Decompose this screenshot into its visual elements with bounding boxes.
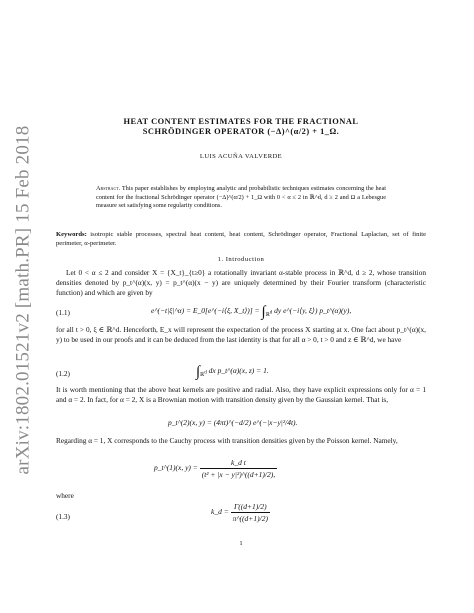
- integral-sign: ∫: [261, 304, 266, 320]
- cauchy-kernel-equation: [154, 458, 277, 479]
- equation-number-1-1: (1.1): [56, 308, 70, 317]
- equation-1-3: [211, 502, 270, 523]
- equation-1-3-fraction: [231, 502, 270, 523]
- abstract-label: Abstract.: [96, 185, 121, 192]
- cauchy-fraction: [200, 458, 277, 479]
- abstract-block: [96, 185, 386, 211]
- equation-1-3-lhs: k_d =: [211, 507, 229, 517]
- equation-1-2-body: dx p_t^(α)(x, z) = 1.: [208, 366, 269, 375]
- page-number: 1: [239, 540, 243, 547]
- arxiv-identifier-text: arXiv:1802.01521v2 [math.PR] 15 Feb 2018: [12, 125, 33, 475]
- section-heading-introduction: 1. Introduction: [217, 256, 265, 263]
- keywords-text: isotropic stable processes, spectral heat content, heat content, Schrödinger operator, Fractional Laplacian, set of finite perimeter, α-perimeter.: [56, 231, 426, 247]
- arxiv-identifier-stamp: [6, 20, 40, 580]
- equation-number-1-3: (1.3): [56, 512, 70, 521]
- keywords-block: [56, 230, 426, 248]
- gaussian-kernel-equation: p_t^(2)(x, y) = (4πt)^(−d/2) e^(−|x−y|²/4t).: [168, 418, 298, 427]
- cauchy-denominator: (t² + |x − y|²)^((d+1)/2),: [201, 470, 276, 479]
- equation-1-1-rhs: dy e^(−i⟨y, ξ⟩) p_t^(α)(y),: [274, 306, 352, 315]
- equation-number-1-2: (1.2): [56, 369, 70, 378]
- author-name: LUIS ACUÑA VALVERDE: [199, 153, 283, 160]
- equation-1-1: e^(−t|ξ|^α) = E_0[e^(−i⟨ξ, X_t⟩)] = $\int_{ℝ^d}$ dy e^(−i⟨y, ξ⟩) p_t^(α)(y),: [151, 304, 352, 320]
- equation-1-1-lhs: e^(−t|ξ|^α) = E_0[e^(−i⟨ξ, X_t⟩)] =: [151, 306, 260, 315]
- cauchy-lhs: p_t^(1)(x, y) =: [154, 463, 198, 473]
- paper-page: [56, 0, 426, 613]
- equation-1-2: $\int_{ℝ^d}$ dx p_t^(α)(x, z) = 1.: [196, 364, 269, 380]
- paper-title-line-1: HEAT CONTENT ESTIMATES FOR THE FRACTIONAL: [123, 117, 359, 126]
- integral-sign: ∫: [196, 364, 201, 380]
- cauchy-numerator: k_d t: [200, 458, 277, 469]
- keywords-label: Keywords:: [56, 231, 87, 238]
- intro-paragraph-2: for all t > 0, ξ ∈ ℝ^d. Henceforth, E_x will represent the expectation of the process X starting at x. One fact about p_t^(α)(x, y) to be used in our proofs and it can be deduced from the last identity is that for all α > 0, t > 0 and z ∈ ℝ^d, we have: [56, 325, 426, 345]
- intro-paragraph-4: Regarding α = 1, X corresponds to the Cauchy process with transition densities given by the Poisson kernel. Namely,: [56, 436, 398, 445]
- paper-title-line-2: SCHRÖDINGER OPERATOR (−Δ)^(α/2) + 1_Ω.: [142, 127, 340, 136]
- abstract-text: This paper establishes by employing analytic and probabilistic techniques estimates concerning the heat content for the fractional Schrödinger operator (−Δ)^(α/2) + 1_Ω with 0 < α ≤ 2 in ℝ^d, d ≥ 2 and Ω a Lebesgue measure set satisfying some regularity conditions.: [96, 185, 386, 210]
- equation-1-3-numerator: Γ((d+1)/2): [231, 502, 270, 513]
- intro-paragraph-5: where: [56, 491, 74, 500]
- intro-paragraph-1: Let 0 < α ≤ 2 and consider X = {X_t}_{t≥0} a rotationally invariant α-stable process in ℝ^d, d ≥ 2, whose transition densities denoted by p_t^(α)(x, y) = p_t^(α)(x − y) are uniquely determined by their Fourier transform (characteristic function) and which are given by: [56, 268, 426, 298]
- equation-1-3-denominator: π^((d+1)/2): [232, 514, 268, 523]
- intro-paragraph-3: It is worth mentioning that the above heat kernels are positive and radial. Also, they have explicit expressions only for α = 1 and α = 2. In fact, for α = 2, X is a Brownian motion with transition density given by the Gaussian kernel. That is,: [56, 385, 426, 405]
